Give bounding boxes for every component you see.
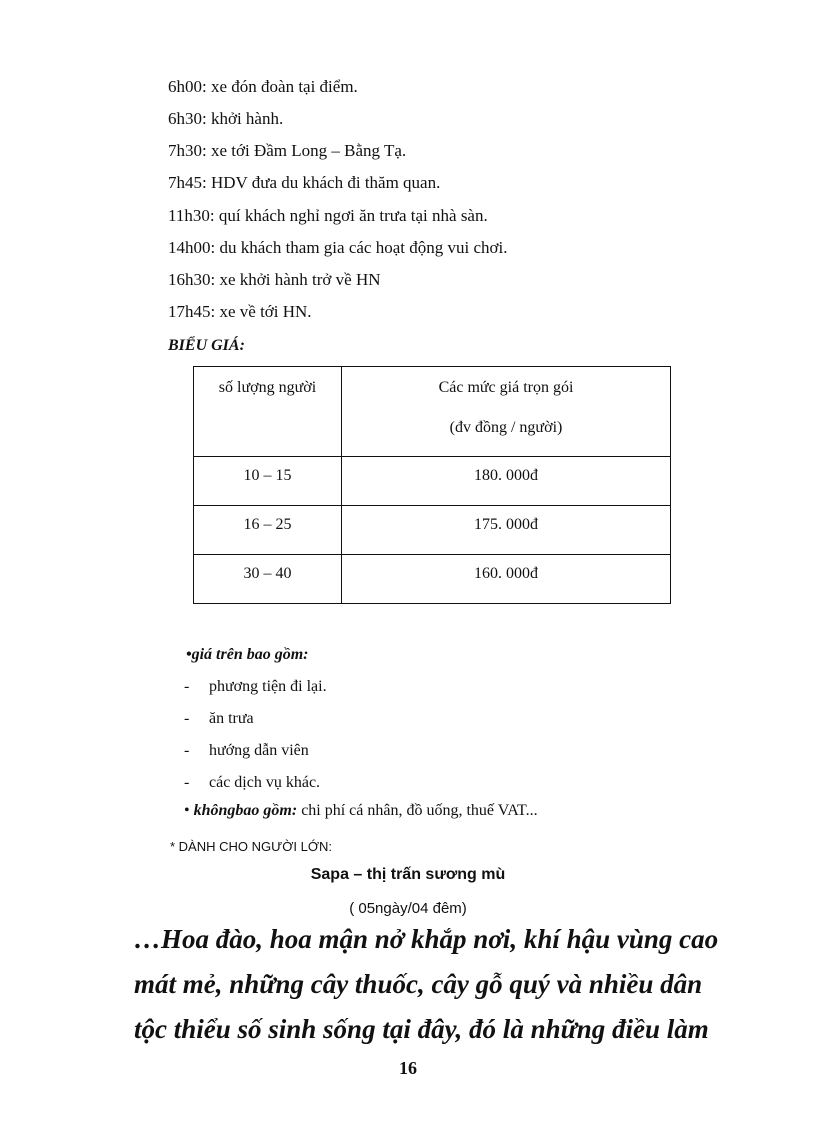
price-table — [193, 366, 671, 604]
header-package-price — [342, 367, 671, 457]
header-price-line2: (đv đồng / người) — [449, 419, 563, 436]
excluded-label: khôngbao gồm: — [193, 802, 298, 819]
schedule-item: 17h45: xe về tới HN. — [168, 302, 312, 321]
list-item: - phương tiện đi lại. — [184, 678, 327, 695]
schedule-item: 14h00: du khách tham gia các hoạt động vui chơi. — [168, 238, 508, 257]
included-heading: •giá trên bao gồm: — [186, 646, 309, 663]
table-row — [194, 506, 671, 555]
dash-icon: - — [184, 774, 190, 791]
list-item: - các dịch vụ khác. — [184, 774, 321, 791]
schedule-item: 7h30: xe tới Đầm Long – Bằng Tạ. — [168, 141, 407, 160]
schedule-item: 6h00: xe đón đoàn tại điểm. — [168, 77, 358, 96]
dash-icon: - — [184, 710, 190, 727]
dash-icon: - — [184, 742, 190, 759]
group-size-cell: 16 – 25 — [194, 506, 342, 555]
table-row — [194, 555, 671, 604]
quote-line: …Hoa đào, hoa mận nở khắp nơi, khí hậu vùng cao — [134, 924, 719, 954]
price-table-header — [194, 367, 671, 457]
tour-title: Sapa – thị trấn sương mù — [310, 866, 506, 883]
dash-icon: - — [184, 678, 190, 695]
schedule-item: 11h30: quí khách nghỉ ngơi ăn trưa tại nhà sàn. — [168, 206, 488, 225]
excluded-text: chi phí cá nhân, đồ uống, thuế VAT... — [297, 802, 538, 819]
header-price-line1: Các mức giá trọn gói — [438, 379, 574, 396]
list-item: - hướng dẫn viên — [184, 742, 309, 759]
bullet-icon: • — [184, 802, 190, 819]
quote-line: tộc thiểu số sinh sống tại đây, đó là những điều làm — [134, 1014, 709, 1044]
schedule-item: 6h30: khởi hành. — [168, 109, 284, 128]
bullet-icon: • — [186, 646, 192, 663]
group-size-cell: 10 – 15 — [194, 457, 342, 506]
price-cell: 160. 000đ — [342, 555, 671, 604]
table-row — [194, 457, 671, 506]
schedule-item: 16h30: xe khởi hành trở về HN — [168, 270, 381, 289]
header-group-size: số lượng người — [194, 367, 342, 457]
price-heading: BIỂU GIÁ: — [168, 337, 245, 354]
schedule-item: 7h45: HDV đưa du khách đi thăm quan. — [168, 173, 441, 192]
group-size-cell: 30 – 40 — [194, 555, 342, 604]
price-cell: 175. 000đ — [342, 506, 671, 555]
excluded-line — [184, 802, 538, 820]
page-number: 16 — [399, 1058, 417, 1078]
price-cell: 180. 000đ — [342, 457, 671, 506]
adult-note: * DÀNH CHO NGƯỜI LỚN: — [170, 839, 332, 854]
tour-duration: ( 05ngày/04 đêm) — [349, 900, 467, 917]
quote-line: mát mẻ, những cây thuốc, cây gỗ quý và nhiều dân — [134, 969, 703, 999]
list-item: - ăn trưa — [184, 710, 254, 727]
